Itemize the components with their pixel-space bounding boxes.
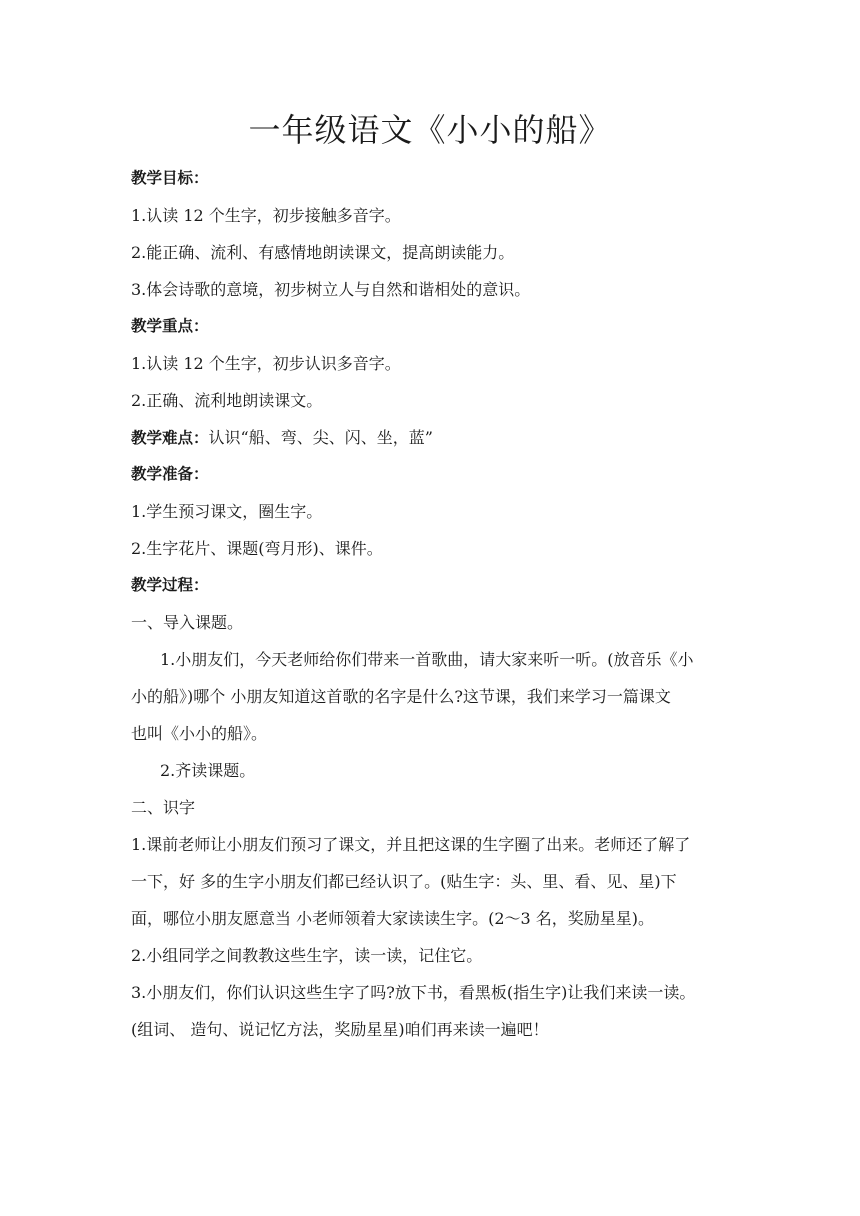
objective-item: 3.体会诗歌的意境，初步树立人与自然和谐相处的意识。 — [131, 280, 531, 299]
paragraph-line: 3.小朋友们，你们认识这些生字了吗?放下书，看黑板(指生字)让我们来读一读。 — [131, 983, 696, 1002]
difficulty-line — [131, 419, 731, 456]
objectives-heading: 教学目标： — [131, 169, 209, 187]
section-heading: 二、识字 — [131, 798, 196, 817]
paragraph-line: (组词、 造句、说记忆方法，奖励星星)咱们再来读一遍吧！ — [131, 1020, 549, 1039]
preparation-item: 2.生字花片、课题(弯月形)、课件。 — [131, 539, 383, 558]
document-body — [131, 160, 731, 1048]
objective-item: 1.认读 12 个生字，初步接触多音字。 — [131, 206, 401, 225]
paragraph-line: 一下，好 多的生字小朋友们都已经认识了。(贴生字：头、里、看、见、星)下 — [131, 872, 677, 891]
paragraph-line: 也叫《小小的船》。 — [131, 724, 268, 743]
process-heading: 教学过程： — [131, 576, 209, 594]
document-title: 一年级语文《小小的船》 — [248, 111, 612, 149]
preparation-item: 1.学生预习课文，圈生字。 — [131, 502, 323, 521]
difficulty-heading: 教学难点： — [131, 429, 209, 447]
difficulty-text: 认识“船、弯、尖、闪、坐，蓝” — [208, 428, 433, 447]
key-points-heading: 教学重点： — [131, 317, 209, 335]
objective-item: 2.能正确、流利、有感情地朗读课文，提高朗读能力。 — [131, 243, 515, 262]
paragraph-line: 2.小组同学之间教教这些生字，读一读，记住它。 — [131, 946, 483, 965]
paragraph-line: 2.齐读课题。 — [160, 761, 256, 780]
paragraph-line: 1.小朋友们，今天老师给你们带来一首歌曲，请大家来听一听。(放音乐《小 — [160, 650, 694, 669]
paragraph-line: 面，哪位小朋友愿意当 小老师领着大家读读生字。(2～3 名，奖励星星)。 — [131, 909, 655, 928]
key-point-item: 2.正确、流利地朗读课文。 — [131, 391, 323, 410]
paragraph-line: 1.课前老师让小朋友们预习了课文，并且把这课的生字圈了出来。老师还了解了 — [131, 835, 691, 854]
paragraph-line: 小的船》)哪个 小朋友知道这首歌的名字是什么?这节课，我们来学习一篇课文 — [131, 687, 671, 706]
key-point-item: 1.认读 12 个生字，初步认识多音字。 — [131, 354, 401, 373]
section-heading: 一、导入课题。 — [131, 613, 244, 632]
preparation-heading: 教学准备： — [131, 465, 209, 483]
